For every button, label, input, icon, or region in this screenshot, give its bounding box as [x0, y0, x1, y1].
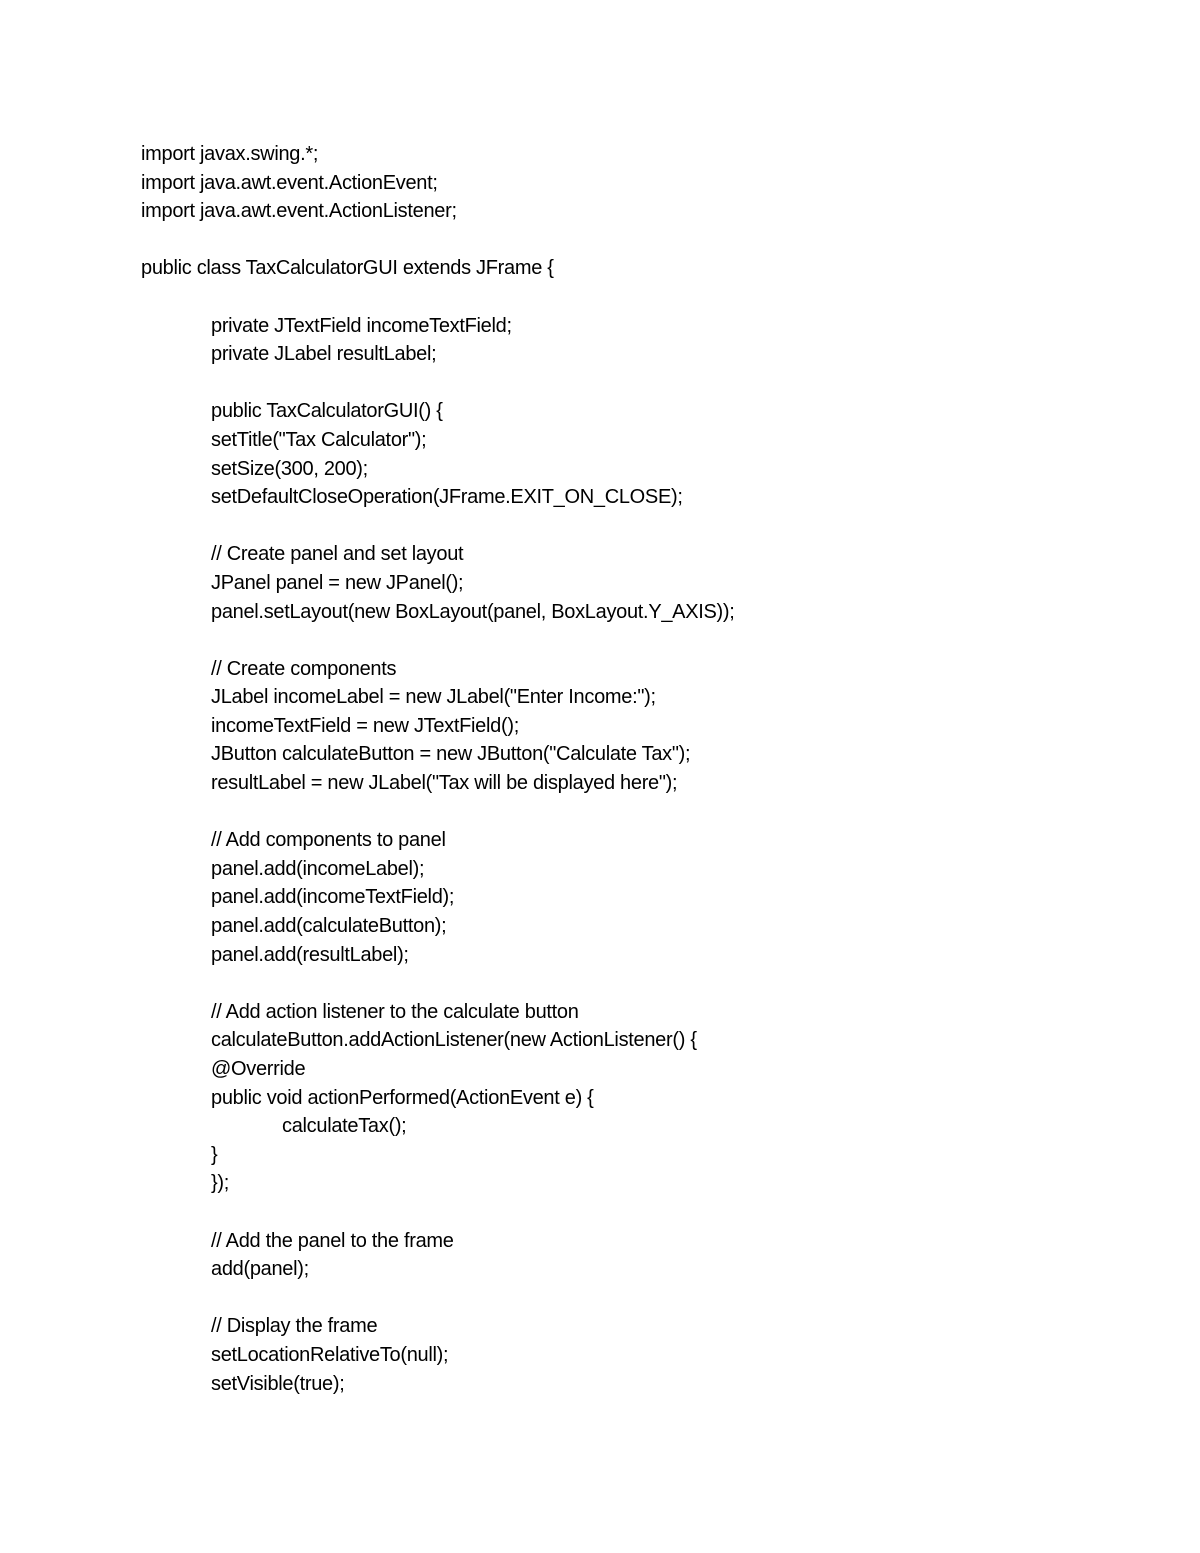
code-line: import javax.swing.*;: [141, 143, 319, 165]
code-line: });: [211, 1172, 229, 1195]
blank-line: [141, 512, 735, 541]
code-line: public class TaxCalculatorGUI extends JFrame {: [141, 257, 554, 280]
code-line: JButton calculateButton = new JButton("Calculate Tax");: [211, 743, 691, 766]
code-line: public void actionPerformed(ActionEvent e) {: [211, 1086, 594, 1109]
code-line: setSize(300, 200);: [211, 457, 368, 480]
code-line: panel.add(resultLabel);: [211, 943, 409, 966]
code-line: private JTextField incomeTextField;: [211, 314, 512, 337]
code-line: import java.awt.event.ActionEvent;: [141, 171, 438, 194]
code-line: panel.setLayout(new BoxLayout(panel, BoxLayout.Y_AXIS));: [211, 600, 735, 623]
code-line: // Add action listener to the calculate button: [211, 1000, 579, 1023]
code-line: setVisible(true);: [211, 1372, 345, 1395]
code-line: calculateButton.addActionListener(new ActionListener() {: [211, 1029, 697, 1052]
blank-line: [141, 1284, 735, 1313]
blank-line: [141, 626, 735, 655]
blank-line: [141, 369, 735, 398]
code-line: public TaxCalculatorGUI() {: [211, 400, 443, 423]
code-line: // Add the panel to the frame: [211, 1229, 454, 1252]
code-line: calculateTax();: [282, 1115, 407, 1138]
code-line: // Create panel and set layout: [211, 543, 464, 566]
code-listing: [141, 140, 735, 1398]
code-line: panel.add(incomeTextField);: [211, 886, 455, 909]
code-line: // Display the frame: [211, 1315, 378, 1338]
code-line: setDefaultCloseOperation(JFrame.EXIT_ON_CLOSE);: [211, 486, 683, 509]
code-line: // Add components to panel: [211, 829, 446, 852]
blank-line: [141, 1198, 735, 1227]
code-line: setTitle("Tax Calculator");: [211, 428, 427, 451]
code-line: panel.add(incomeLabel);: [211, 857, 425, 880]
code-line: private JLabel resultLabel;: [211, 343, 437, 366]
code-line: JPanel panel = new JPanel();: [211, 571, 464, 594]
blank-line: [141, 283, 735, 312]
blank-line: [141, 969, 735, 998]
blank-line: [141, 798, 735, 827]
code-line: @Override: [211, 1058, 306, 1080]
blank-line: [141, 226, 735, 255]
code-line: setLocationRelativeTo(null);: [211, 1343, 449, 1366]
code-line: JLabel incomeLabel = new JLabel("Enter Income:");: [211, 686, 656, 709]
code-line: }: [211, 1143, 218, 1166]
code-line: // Create components: [211, 657, 397, 680]
code-line: resultLabel = new JLabel("Tax will be displayed here");: [211, 772, 678, 795]
code-line: import java.awt.event.ActionListener;: [141, 200, 457, 223]
code-line: incomeTextField = new JTextField();: [211, 714, 519, 737]
code-line: add(panel);: [211, 1258, 309, 1281]
code-line: panel.add(calculateButton);: [211, 915, 447, 938]
